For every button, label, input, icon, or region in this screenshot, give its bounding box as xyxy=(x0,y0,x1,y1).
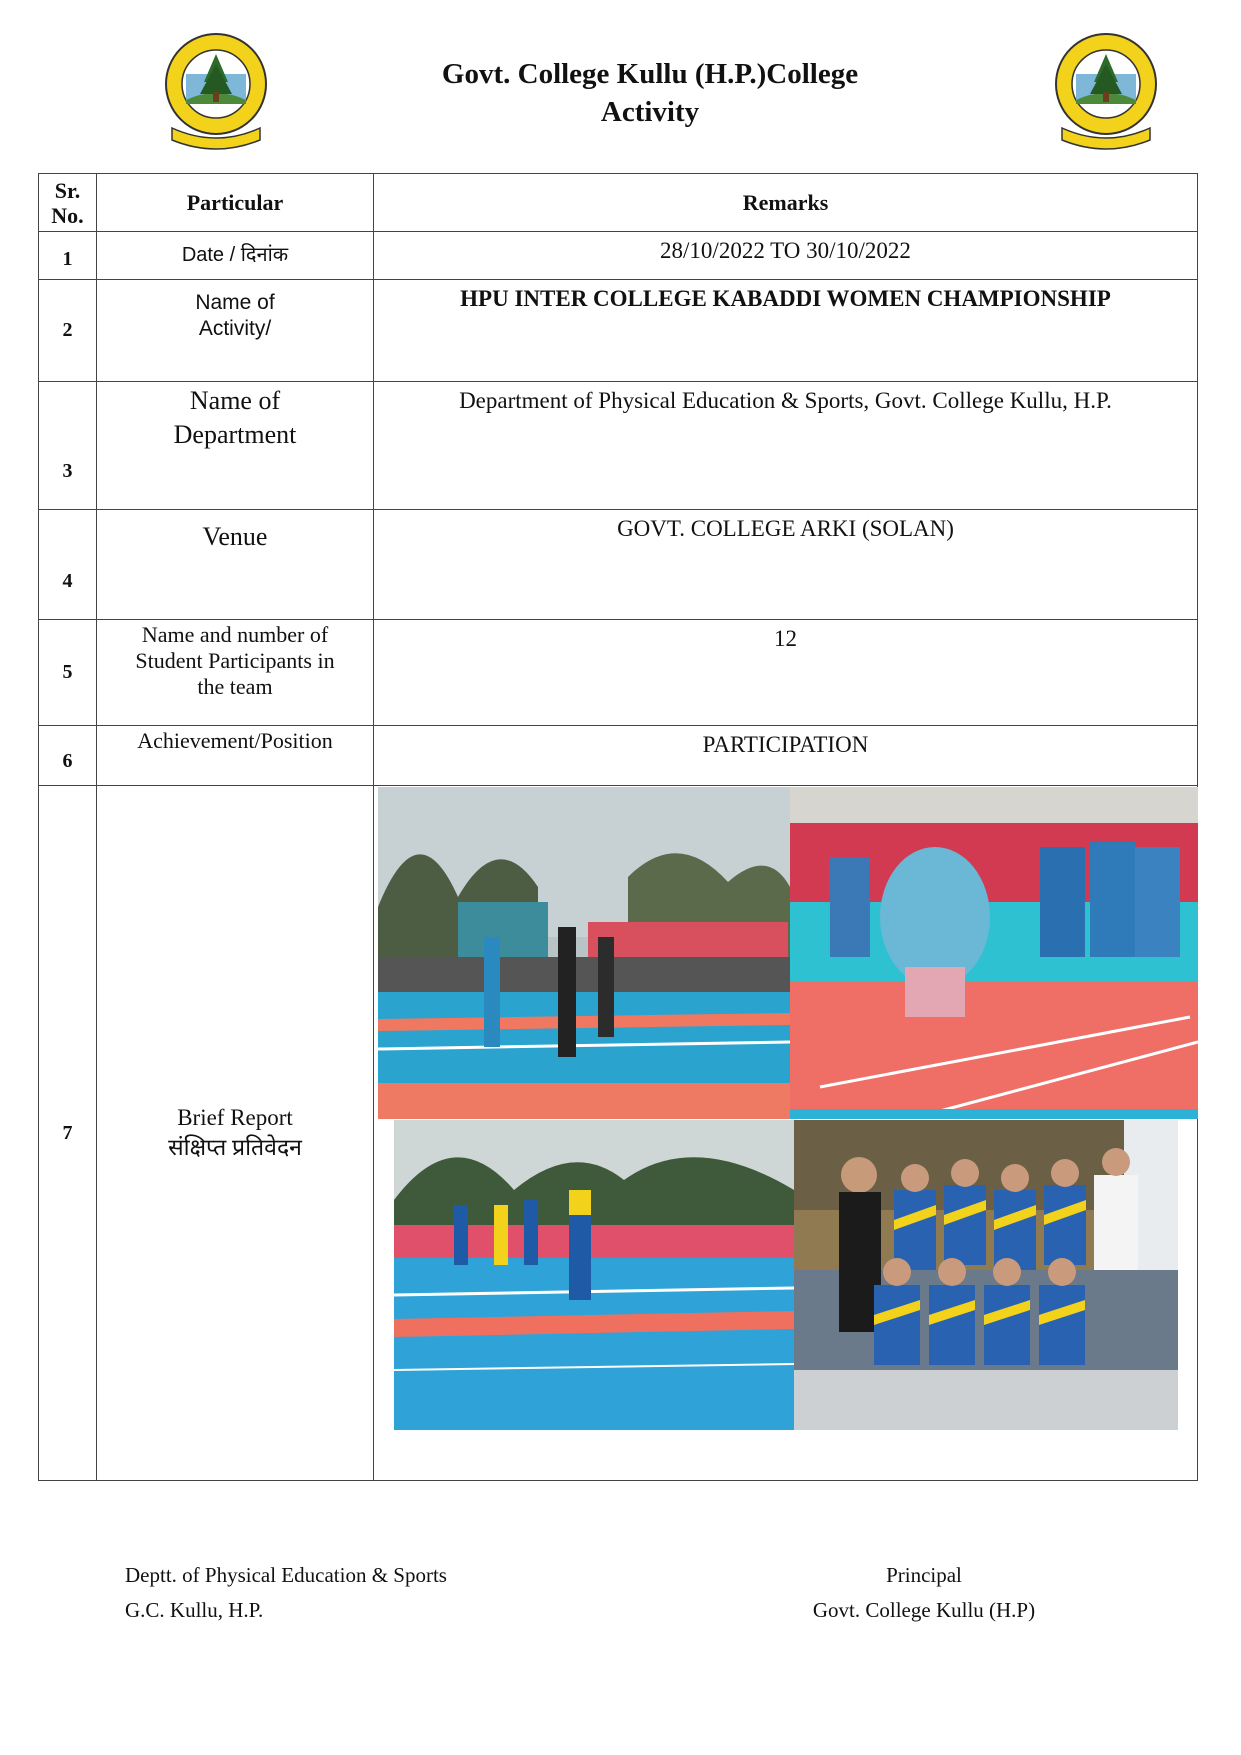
photo-kabaddi-raid xyxy=(790,787,1198,1119)
footer-left-line-2: G.C. Kullu, H.P. xyxy=(125,1598,264,1622)
title-line-2: Activity xyxy=(600,96,700,128)
photo-kabaddi-court-toss xyxy=(378,787,790,1119)
header-particular: Particular xyxy=(97,174,374,232)
row-particular: Name of Department xyxy=(97,382,374,510)
activity-table xyxy=(38,173,1198,1481)
table-row xyxy=(39,620,1198,726)
table-row xyxy=(39,232,1198,280)
footer-right-line-1: Principal xyxy=(886,1563,962,1587)
table-row xyxy=(39,726,1198,786)
row-remarks: PARTICIPATION xyxy=(374,726,1198,786)
college-logo-right xyxy=(1054,30,1158,156)
photo-kabaddi-match-wide xyxy=(394,1120,794,1430)
header-remarks: Remarks xyxy=(374,174,1198,232)
row-remarks: 12 xyxy=(374,620,1198,726)
table-row xyxy=(39,786,1198,1481)
row-sr: 3 xyxy=(39,382,97,510)
row-particular: Name and number of Student Participants in the team xyxy=(97,620,374,726)
row-sr: 2 xyxy=(39,280,97,382)
footer-principal-signature xyxy=(808,1558,1040,1628)
row-particular: Achievement/Position xyxy=(97,726,374,786)
photo-team-group xyxy=(794,1120,1178,1430)
row-sr: 5 xyxy=(39,620,97,726)
page-title xyxy=(330,55,970,131)
photo-collage xyxy=(374,786,1198,1481)
row-sr: 1 xyxy=(39,232,97,280)
table-row xyxy=(39,382,1198,510)
footer-department-signature xyxy=(125,1558,447,1628)
footer-right-line-2: Govt. College Kullu (H.P) xyxy=(812,1598,1036,1622)
table-row xyxy=(39,510,1198,620)
header-sr-no: Sr. No. xyxy=(39,174,97,232)
row-sr: 7 xyxy=(39,786,97,1481)
table-row xyxy=(39,280,1198,382)
row-remarks: Department of Physical Education & Sports, Govt. College Kullu, H.P. xyxy=(374,382,1198,510)
footer-left-line-1: Deptt. of Physical Education & Sports xyxy=(125,1563,447,1587)
row-particular: Brief Report संक्षिप्त प्रतिवेदन xyxy=(97,786,374,1481)
row-sr: 4 xyxy=(39,510,97,620)
row-sr: 6 xyxy=(39,726,97,786)
row-remarks: HPU INTER COLLEGE KABADDI WOMEN CHAMPIONSHIP xyxy=(374,280,1198,382)
table-header-row xyxy=(39,174,1198,232)
title-line-1: Govt. College Kullu (H.P.)College xyxy=(441,58,859,90)
college-logo-left xyxy=(164,30,268,156)
row-remarks: GOVT. COLLEGE ARKI (SOLAN) xyxy=(374,510,1198,620)
row-remarks: 28/10/2022 TO 30/10/2022 xyxy=(374,232,1198,280)
row-particular: Date / दिनांक xyxy=(97,232,374,280)
row-particular: Venue xyxy=(97,510,374,620)
row-particular: Name of Activity/ xyxy=(97,280,374,382)
